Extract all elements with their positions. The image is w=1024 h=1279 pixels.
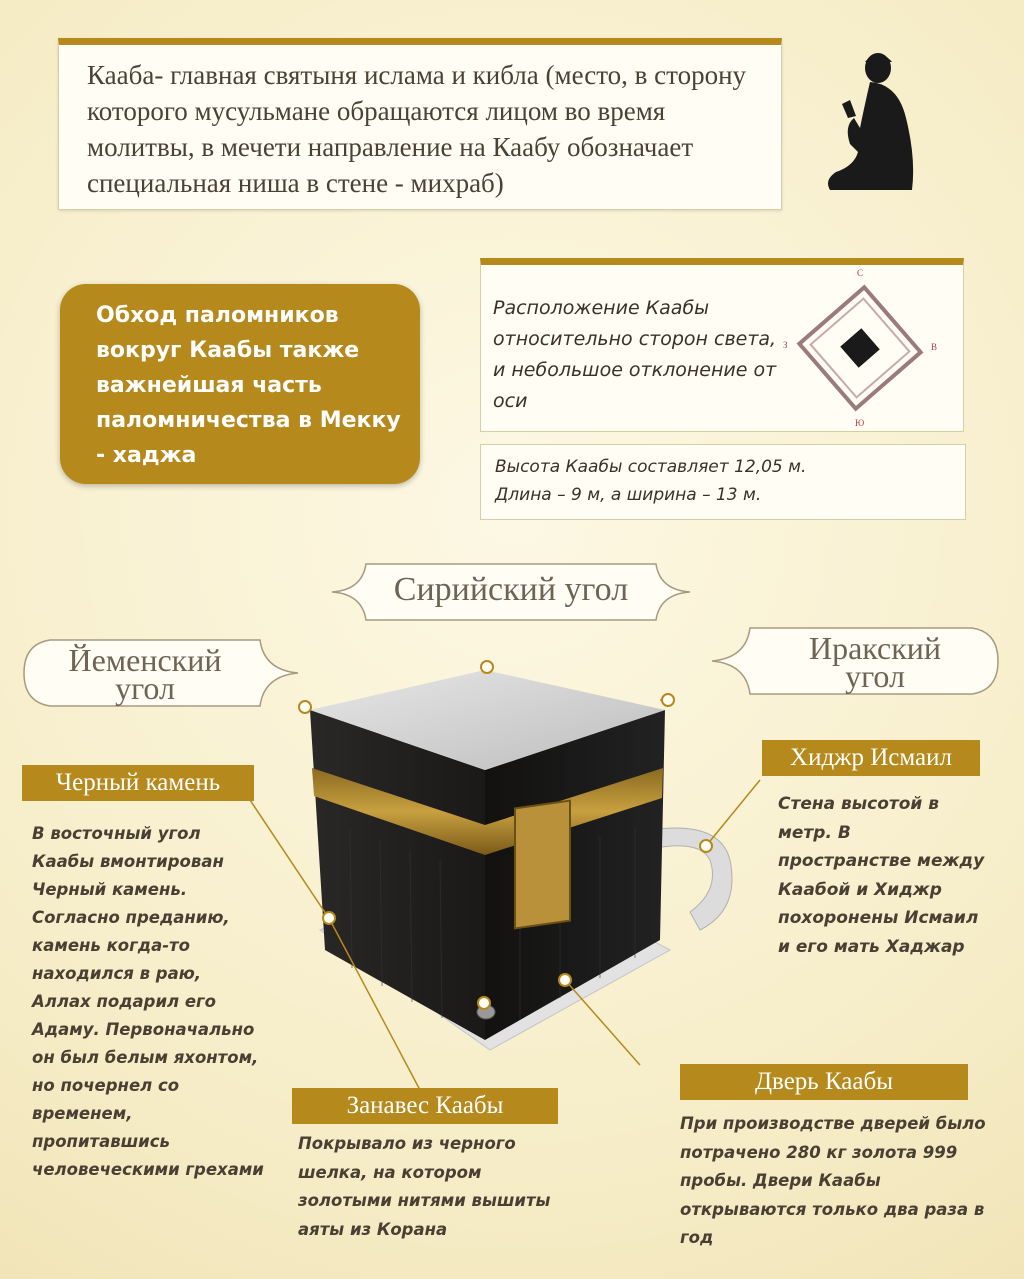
yemeni-corner-line1: Йеменский bbox=[68, 642, 222, 678]
door-title: Дверь Каабы bbox=[680, 1064, 968, 1100]
hijr-ismail-title: Хиджр Исмаил bbox=[762, 740, 980, 776]
black-stone-text: В восточный угол Каабы вмонтирован Черный камень. Согласно преданию, камень когда-то находился в раю, Аллах подарил его Адаму. Первоначально он был белым яхонтом, но почернел со временем, пропитавшись человеческими грехами bbox=[32, 824, 264, 1179]
compass-south-label: Ю bbox=[855, 418, 865, 428]
compass-east-label: В bbox=[931, 342, 938, 352]
intro-text: Кааба- главная святыня ислама и кибла (место, в сторону которого мусульмане обращаются лицом во время молитвы, в мечети направление на Каабу обозначает специальная ниша в стене - михраб) bbox=[87, 60, 747, 198]
yemeni-corner-line2: угол bbox=[115, 670, 175, 706]
curtain-text: Покрывало из черного шелка, на котором золотыми нитями вышиты аяты из Корана bbox=[298, 1134, 551, 1239]
door-text: При производстве дверей было потрачено 280 кг золота 999 пробы. Двери Каабы открываются только два раза в год bbox=[680, 1114, 986, 1247]
iraqi-corner-line2: угол bbox=[845, 658, 905, 694]
compass-west-label: З bbox=[783, 340, 788, 350]
dimensions-height: Высота Каабы составляет 12,05 м. bbox=[495, 457, 807, 477]
curtain-title: Занавес Каабы bbox=[292, 1088, 558, 1124]
black-stone-title: Черный камень bbox=[22, 765, 254, 801]
syrian-corner-text: Сирийский угол bbox=[393, 571, 629, 608]
dimensions-length-width: Длина – 9 м, а ширина – 13 м. bbox=[495, 485, 762, 505]
compass-north-label: С bbox=[857, 268, 864, 278]
location-text: Расположение Каабы относительно сторон света, и небольшое отклонение от оси bbox=[493, 297, 777, 412]
hijr-ismail-text: Стена высотой в метр. В пространстве между Каабой и Хиджр похоронены Исмаил и его мать Хаджар bbox=[778, 794, 985, 957]
pilgrimage-text: Обход паломников вокруг Каабы также важнейшая часть паломничества в Мекку - хаджа bbox=[96, 303, 401, 468]
iraqi-corner-line1: Иракский bbox=[808, 630, 942, 666]
